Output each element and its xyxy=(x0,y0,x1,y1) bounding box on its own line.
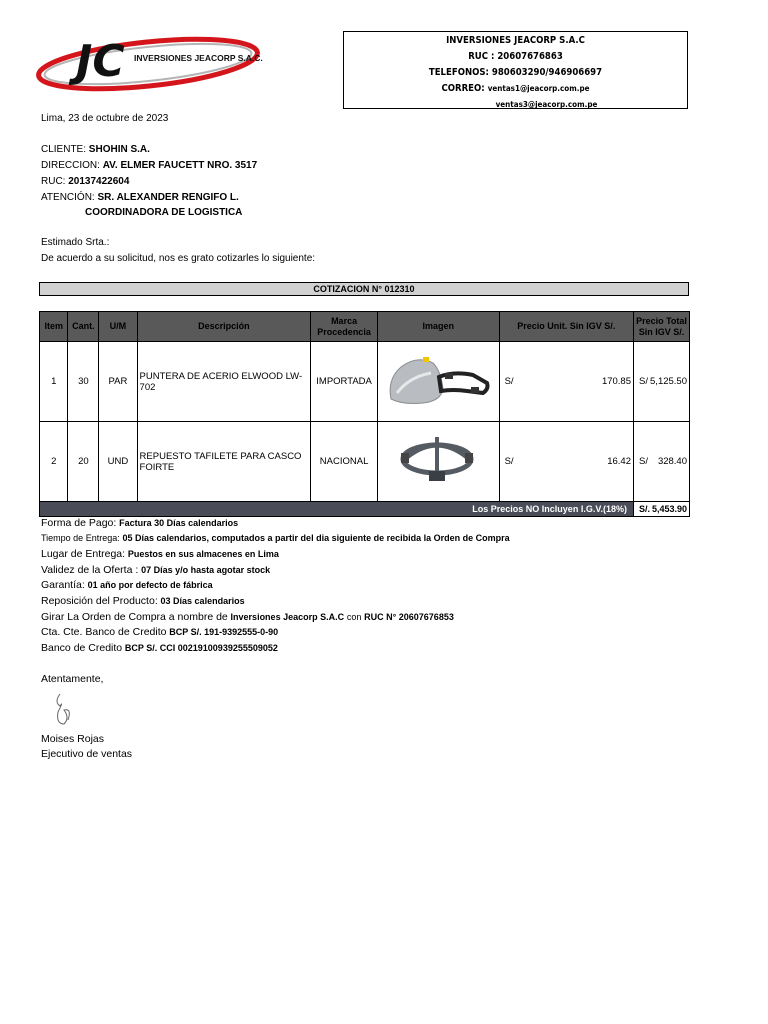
bank-account xyxy=(41,626,278,638)
ruc-value: 20137422604 xyxy=(68,176,130,187)
attention-value: SR. ALEXANDER RENGIFO L. xyxy=(97,192,239,203)
signature xyxy=(50,690,80,735)
row-total-price: 328.40 xyxy=(650,422,689,502)
row-unit-price: 170.85 xyxy=(557,342,633,422)
row-brand: IMPORTADA xyxy=(311,342,378,422)
table-row xyxy=(40,422,690,502)
row-unit-currency: S/ xyxy=(499,422,557,502)
ruc-label: RUC: xyxy=(41,176,66,187)
greeting: Estimado Srta.: xyxy=(41,237,110,248)
row-image xyxy=(377,422,499,502)
payee-ruc: RUC N° 20607676853 xyxy=(364,612,454,622)
purchase-order-payee xyxy=(41,611,454,623)
header-item: Item xyxy=(40,312,68,342)
row-item: 1 xyxy=(40,342,68,422)
bank-account-label: Cta. Cte. Banco de Credito xyxy=(41,626,167,638)
row-total-currency: S/ xyxy=(634,422,651,502)
logo-text: INVERSIONES JEACORP S.A.C. xyxy=(134,53,263,63)
replacement-value: 03 Días calendarios xyxy=(160,596,245,606)
client-label: CLIENTE: xyxy=(41,144,87,155)
payee-name: Inversiones Jeacorp S.A.C xyxy=(230,612,345,622)
replacement-label: Reposición del Producto: xyxy=(41,595,158,607)
document-date: Lima, 23 de octubre de 2023 xyxy=(41,113,169,124)
row-total-currency: S/ xyxy=(634,342,651,422)
payment-label: Forma de Pago: xyxy=(41,517,117,529)
payee-con: con xyxy=(346,612,362,622)
product-replacement xyxy=(41,595,245,607)
email-label: CORREO: xyxy=(441,83,485,94)
warranty xyxy=(41,579,213,591)
closing: Atentamente, xyxy=(41,673,104,685)
row-unit: UND xyxy=(99,422,137,502)
email-1: ventas1@jeacorp.com.pe xyxy=(487,84,590,93)
address-line xyxy=(41,160,257,171)
delivery-place xyxy=(41,548,279,560)
company-ruc: RUC : 20607676863 xyxy=(468,51,563,62)
header-brand: Marca Procedencia xyxy=(311,312,378,342)
header-unit-price: Precio Unit. Sin IGV S/. xyxy=(499,312,633,342)
offer-validity-value: 07 Días y/o hasta agotar stock xyxy=(141,565,271,575)
attention-label: ATENCIÓN: xyxy=(41,192,95,203)
row-item: 2 xyxy=(40,422,68,502)
payment-terms xyxy=(41,517,238,529)
company-email-line-2 xyxy=(344,97,687,113)
header-um: U/M xyxy=(99,312,137,342)
bank-account-value: BCP S/. 191-9392555-0-90 xyxy=(169,627,279,637)
attention-line xyxy=(41,192,239,203)
attention-role: COORDINADORA DE LOGISTICA xyxy=(85,207,243,218)
row-description: REPUESTO TAFILETE PARA CASCO FOIRTE xyxy=(137,422,311,502)
delivery-place-label: Lugar de Entrega: xyxy=(41,548,126,560)
intro-text: De acuerdo a su solicitud, nos es grato cotizarles lo siguiente: xyxy=(41,253,316,264)
signer-name: Moises Rojas xyxy=(41,733,105,745)
delivery-time-label: Tiempo de Entrega: xyxy=(41,533,120,543)
address-label: DIRECCION: xyxy=(41,160,100,171)
row-unit-currency: S/ xyxy=(499,342,557,422)
total-currency: S/. xyxy=(634,502,651,517)
address-value: AV. ELMER FAUCETT NRO. 3517 xyxy=(102,160,258,171)
client-value: SHOHIN S.A. xyxy=(88,144,150,155)
ruc-line xyxy=(41,176,129,187)
signer-title: Ejecutivo de ventas xyxy=(41,748,133,760)
email-2: ventas3@jeacorp.com.pe xyxy=(495,100,598,109)
header-total-price: Precio Total Sin IGV S/. xyxy=(634,312,690,342)
table-row xyxy=(40,342,690,422)
total-row xyxy=(40,502,690,517)
row-qty: 30 xyxy=(68,342,99,422)
company-name: INVERSIONES JEACORP S.A.C xyxy=(446,35,585,46)
row-image xyxy=(377,342,499,422)
row-total-price: 5,125.50 xyxy=(650,342,689,422)
steel-toe-cap-image xyxy=(383,349,493,411)
company-email-line-1 xyxy=(344,81,687,97)
bank-cci-value: BCP S/. CCI 00219100939255509052 xyxy=(124,643,278,653)
delivery-time-value: 05 Días calendarios, computados a partir del dia siguiente de recibida la Orden de Compra xyxy=(122,533,510,543)
total-value: 5,453.90 xyxy=(650,502,689,517)
company-logo xyxy=(36,24,281,94)
header-image: Imagen xyxy=(377,312,499,342)
warranty-value: 01 año por defecto de fábrica xyxy=(87,580,213,590)
table-header-row xyxy=(40,312,690,342)
helmet-suspension-image xyxy=(393,429,483,491)
warranty-label: Garantía: xyxy=(41,579,85,591)
delivery-place-value: Puestos en sus almacenes en Lima xyxy=(127,549,279,559)
row-description: PUNTERA DE ACERIO ELWOOD LW-702 xyxy=(137,342,311,422)
bank-cci-label: Banco de Credito xyxy=(41,642,123,654)
client-line xyxy=(41,144,150,155)
quote-table xyxy=(39,311,690,517)
offer-validity-label: Validez de la Oferta : xyxy=(41,564,139,576)
row-unit: PAR xyxy=(99,342,137,422)
offer-validity xyxy=(41,564,270,576)
delivery-time xyxy=(41,533,510,544)
payee-label: Girar La Orden de Compra a nombre de xyxy=(41,611,228,623)
company-phones: TELEFONOS: 980603290/946906697 xyxy=(428,67,603,78)
quote-title: COTIZACION N° 012310 xyxy=(39,282,689,296)
payment-value: Factura 30 Días calendarios xyxy=(119,518,239,528)
row-unit-price: 16.42 xyxy=(557,422,633,502)
bank-cci xyxy=(41,642,278,654)
total-label: Los Precios NO Incluyen I.G.V.(18%) xyxy=(40,502,634,517)
header-cant: Cant. xyxy=(68,312,99,342)
row-brand: NACIONAL xyxy=(311,422,378,502)
row-qty: 20 xyxy=(68,422,99,502)
company-info-box xyxy=(343,31,688,109)
header-description: Descripción xyxy=(137,312,311,342)
logo-letters: JC xyxy=(76,36,125,87)
